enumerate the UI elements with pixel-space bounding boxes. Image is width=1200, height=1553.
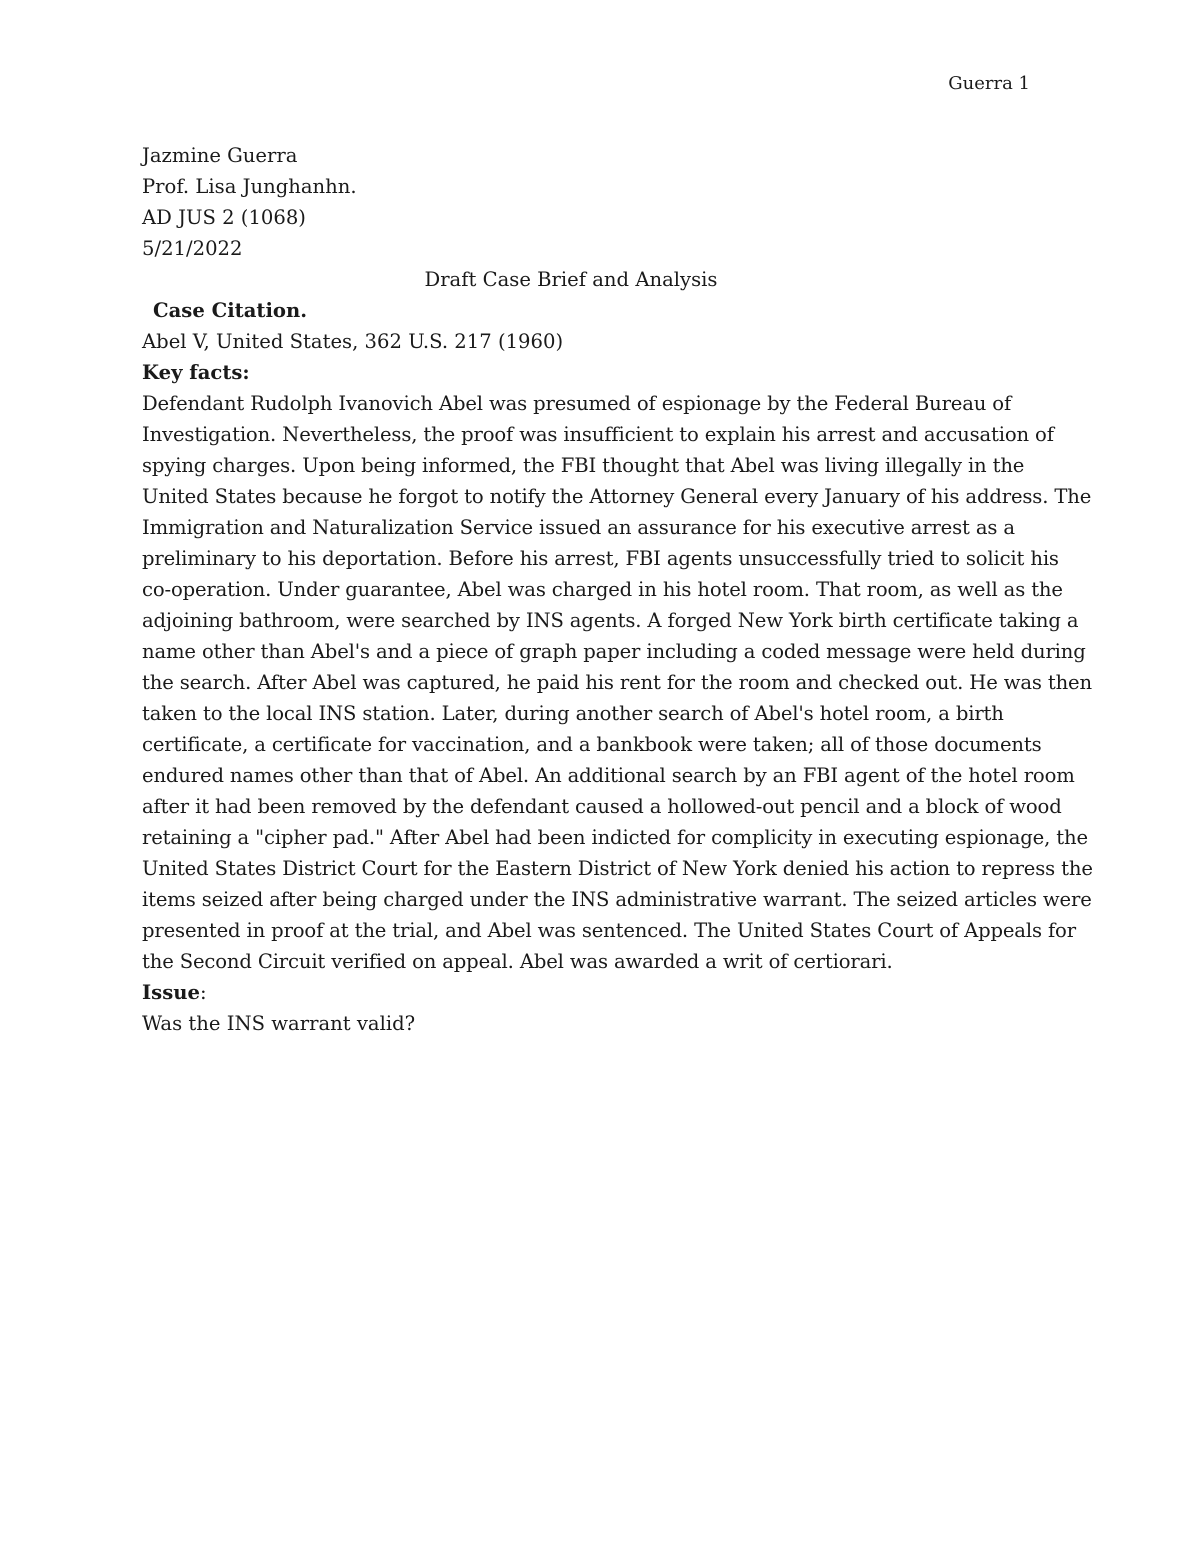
paragraph-line: Investigation. Nevertheless, the proof was insufficient to explain his arrest and accusation of	[142, 423, 1054, 446]
paragraph-line: items seized after being charged under the INS administrative warrant. The seized articles were	[142, 888, 1092, 911]
issue-text: Was the INS warrant valid?	[142, 1012, 416, 1035]
case-citation-text: Abel V, United States, 362 U.S. 217 (1960)	[142, 330, 564, 353]
professor-name: Prof. Lisa Junghanhn.	[142, 175, 357, 198]
author-name: Jazmine Guerra	[142, 144, 298, 167]
paragraph-line: name other than Abel's and a piece of graph paper including a coded message were held during	[142, 640, 1086, 663]
document-body	[142, 140, 1093, 1039]
paragraph-line: retaining a "cipher pad." After Abel had been indicted for complicity in executing espionage, the	[142, 826, 1088, 849]
case-citation-heading: Case Citation.	[153, 299, 308, 322]
key-facts-heading: Key facts:	[142, 361, 250, 384]
key-facts-paragraph	[142, 388, 1093, 977]
paragraph-line: endured names other than that of Abel. An additional search by an FBI agent of the hotel room	[142, 764, 1075, 787]
issue-heading: Issue	[142, 981, 200, 1004]
paragraph-line: co-operation. Under guarantee, Abel was charged in his hotel room. That room, as well as the	[142, 578, 1063, 601]
paragraph-line: certificate, a certificate for vaccination, and a bankbook were taken; all of those documents	[142, 733, 1042, 756]
paragraph-line: taken to the local INS station. Later, during another search of Abel's hotel room, a birth	[142, 702, 1004, 725]
issue-heading-row	[142, 977, 1062, 1008]
paragraph-line: preliminary to his deportation. Before his arrest, FBI agents unsuccessfully tried to solicit his	[142, 547, 1059, 570]
document-title: Draft Case Brief and Analysis	[424, 268, 718, 291]
paragraph-line: Immigration and Naturalization Service issued an assurance for his executive arrest as a	[142, 516, 1015, 539]
issue-heading-colon: :	[199, 981, 207, 1004]
paragraph-line: spying charges. Upon being informed, the FBI thought that Abel was living illegally in the	[142, 454, 1025, 477]
paragraph-line: Defendant Rudolph Ivanovich Abel was presumed of espionage by the Federal Bureau of	[142, 392, 1012, 415]
paragraph-line: United States because he forgot to notify the Attorney General every January of his address. The	[142, 485, 1092, 508]
paragraph-line: after it had been removed by the defendant caused a hollowed-out pencil and a block of wood	[142, 795, 1062, 818]
paragraph-line: the search. After Abel was captured, he paid his rent for the room and checked out. He was then	[142, 671, 1092, 694]
document-date: 5/21/2022	[142, 237, 243, 260]
paragraph-line: adjoining bathroom, were searched by INS agents. A forged New York birth certificate taking a	[142, 609, 1079, 632]
paragraph-line: presented in proof at the trial, and Abel was sentenced. The United States Court of Appeals for	[142, 919, 1076, 942]
course-name: AD JUS 2 (1068)	[142, 206, 306, 229]
paragraph-line: United States District Court for the Eastern District of New York denied his action to repress the	[142, 857, 1093, 880]
paragraph-line: the Second Circuit verified on appeal. Abel was awarded a writ of certiorari.	[142, 950, 893, 973]
page-header-label: Guerra 1	[948, 73, 1030, 94]
